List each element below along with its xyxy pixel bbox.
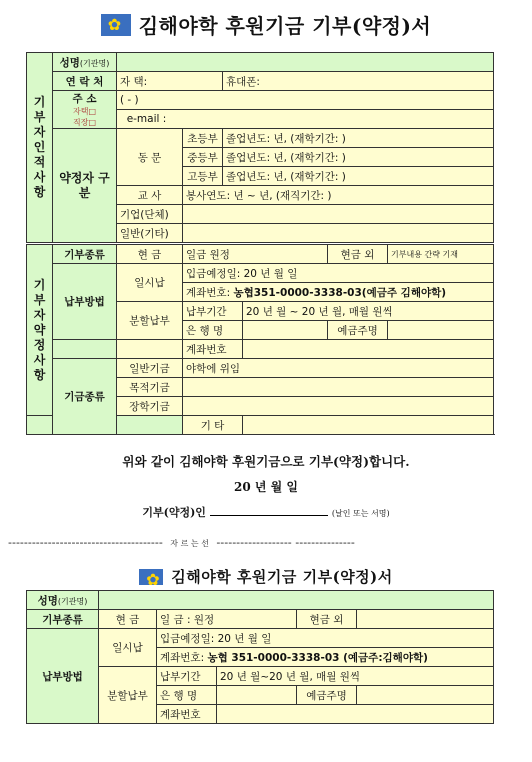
date-line: 20 년 월 일 xyxy=(233,480,298,494)
stub-acct-no-label: 계좌번호 xyxy=(157,705,217,724)
stub-cash-label: 현 금 xyxy=(99,610,157,629)
signature-line xyxy=(0,504,532,520)
stub-installment-label: 분할납부 xyxy=(99,667,157,724)
stub-name-field[interactable] xyxy=(99,591,494,610)
signer-label: 기부(약정)인 xyxy=(142,506,206,519)
period-label: 납부기간 xyxy=(183,302,243,321)
donor-section-label: 기부자 인적사항 xyxy=(27,53,53,243)
stub-method-label: 납부방법 xyxy=(27,629,99,724)
fund-row-field[interactable] xyxy=(183,378,494,397)
address-label: 주 소 자택□ 직장□ xyxy=(53,91,117,129)
stub-kind-label: 기부종류 xyxy=(27,610,99,629)
stub-name-label: 성명(기관명) xyxy=(27,591,99,610)
lump-date-field[interactable]: 입금예정일: 20 년 월 일 xyxy=(183,264,494,283)
fund-row-label: 장학기금 xyxy=(117,397,183,416)
alumni-row[interactable]: 졸업년도: 년, (재학기간: ) xyxy=(223,167,494,186)
kind-label: 기부종류 xyxy=(53,245,117,264)
cash-label: 현 금 xyxy=(117,245,183,264)
depositor-field[interactable] xyxy=(388,321,494,340)
account-field: 계좌번호: 농협351-0000-3338-03(예금주 김해야학) xyxy=(183,283,494,302)
other-label: 현금 외 xyxy=(328,245,388,264)
contact-label: 연 락 처 xyxy=(53,72,117,91)
donation-table xyxy=(26,244,494,435)
address-home-checkbox[interactable]: 자택□ xyxy=(72,107,96,116)
fund-row-label: 일반기금 xyxy=(117,359,183,378)
cut-label: 자 르 는 선 xyxy=(170,539,209,548)
school-middle: 중등부 xyxy=(183,148,223,167)
company-field[interactable] xyxy=(183,205,494,224)
installment-label: 분할납부 xyxy=(117,302,183,340)
fund-label: 기금종류 xyxy=(53,359,117,435)
stub-bank-field[interactable] xyxy=(217,686,297,705)
blank-cell xyxy=(117,340,183,359)
alumni-row[interactable]: 졸업년도: 년, (재학기간: ) xyxy=(223,129,494,148)
bank-label: 은 행 명 xyxy=(183,321,243,340)
bank-field[interactable] xyxy=(243,321,328,340)
address-field[interactable]: ( - ) xyxy=(117,91,494,110)
amount-field[interactable]: 일금 원정 xyxy=(183,245,328,264)
form-title: 김해야학 후원기금 기부(약정)서 xyxy=(138,14,432,38)
school-elementary: 초등부 xyxy=(183,129,223,148)
depositor-label: 예금주명 xyxy=(328,321,388,340)
teacher-label: 교 사 xyxy=(117,186,183,205)
fund-row-field[interactable] xyxy=(243,416,494,435)
donor-info-table xyxy=(26,52,494,243)
fund-row-field[interactable] xyxy=(183,397,494,416)
email-field[interactable]: e-mail : xyxy=(117,110,494,129)
stub-period-field[interactable]: 20 년 월~20 년 월, 매월 원씩 xyxy=(217,667,494,686)
logo-icon xyxy=(101,14,131,36)
blank-cell xyxy=(53,340,117,359)
address-work-checkbox[interactable]: 직장□ xyxy=(72,118,96,127)
stub-period-label: 납부기간 xyxy=(157,667,217,686)
type-label: 약정자 구분 xyxy=(53,129,117,243)
form-title-container xyxy=(0,10,532,39)
fund-row-field[interactable]: 야학에 위임 xyxy=(183,359,494,378)
stub-lump-date-field[interactable]: 입금예정일: 20 년 월 일 xyxy=(157,629,494,648)
cut-line: --------------------------------------- 자 르 는 선 ------------------- --------------- xyxy=(8,536,355,549)
lump-label: 일시납 xyxy=(117,264,183,302)
stub-title-container xyxy=(0,566,532,587)
stub-table xyxy=(26,590,494,724)
alumni-row[interactable]: 졸업년도: 년, (재학기간: ) xyxy=(223,148,494,167)
name-field[interactable] xyxy=(117,53,494,72)
stub-depositor-field[interactable] xyxy=(357,686,494,705)
other-field[interactable]: 기부내용 간략 기재 xyxy=(388,245,494,264)
blank-cell xyxy=(27,416,53,435)
general-field[interactable] xyxy=(183,224,494,243)
school-high: 고등부 xyxy=(183,167,223,186)
stub-bank-label: 은 행 명 xyxy=(157,686,217,705)
general-label: 일반(기타) xyxy=(117,224,183,243)
statement-text: 위와 같이 김해야학 후원기금으로 기부(약정)합니다. xyxy=(122,454,410,469)
signer-note: (날인 또는 서명) xyxy=(331,509,390,518)
logo-icon xyxy=(139,569,163,585)
name-label: 성명(기관명) xyxy=(53,53,117,72)
stub-other-field[interactable] xyxy=(357,610,494,629)
donation-section-label: 기부자 약정사항 xyxy=(27,245,53,416)
stub-other-label: 현금 외 xyxy=(297,610,357,629)
blank-cell xyxy=(117,416,183,435)
alumni-label: 동 문 xyxy=(117,129,183,186)
home-phone-field[interactable]: 자 택: xyxy=(117,72,223,91)
stub-acct-no-field[interactable] xyxy=(217,705,494,724)
company-label: 기업(단체) xyxy=(117,205,183,224)
stub-account-field: 계좌번호: 농협 351-0000-3338-03 (예금주:김해야학) xyxy=(157,648,494,667)
stub-depositor-label: 예금주명 xyxy=(297,686,357,705)
method-label: 납부방법 xyxy=(53,264,117,340)
stub-lump-label: 일시납 xyxy=(99,629,157,667)
stub-title: 김해야학 후원기금 기부(약정)서 xyxy=(171,568,393,586)
fund-row-label: 목적기금 xyxy=(117,378,183,397)
period-field[interactable]: 20 년 월 ~ 20 년 월, 매월 원씩 xyxy=(243,302,494,321)
fund-row-label: 기 타 xyxy=(183,416,243,435)
mobile-field[interactable]: 휴대폰: xyxy=(223,72,494,91)
teacher-field[interactable]: 봉사연도: 년 ~ 년, (재직기간: ) xyxy=(183,186,494,205)
signature-field[interactable] xyxy=(210,515,328,516)
acct-no-field[interactable] xyxy=(243,340,494,359)
stub-amount-field[interactable]: 일 금 : 원정 xyxy=(157,610,297,629)
acct-no-label: 계좌번호 xyxy=(183,340,243,359)
